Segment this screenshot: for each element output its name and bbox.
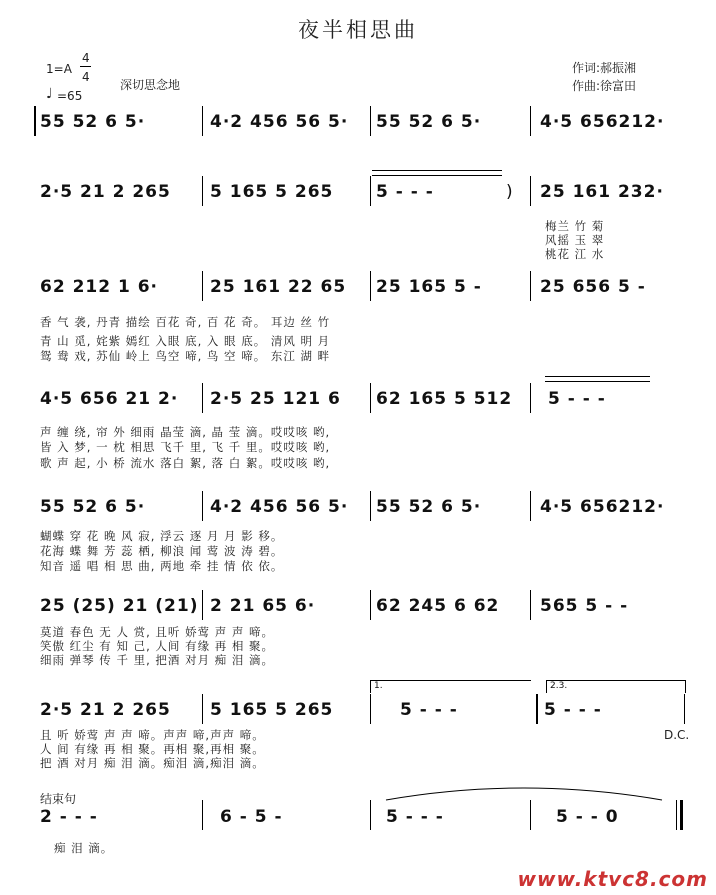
lyric-line: 声 缠 绕, 帘 外 细雨 晶莹 滴, 晶 莹 滴。哎哎咳 哟, [40,425,331,439]
measure-12: 25 656 5 - [540,277,646,297]
barline [530,491,531,521]
barline [684,694,685,724]
measure-4: 4·5 656212· [540,112,665,132]
lyric-line: 青 山 觅, 姹紫 嫣红 入眼 底, 入 眼 底。 清风 明 月 [40,334,331,348]
lyric-line: 风摇 玉 翠 [545,233,605,247]
measure-3: 55 52 6 5· [376,112,482,132]
lyric-line: 歌 声 起, 小 桥 流水 落白 絮, 落 白 絮。哎哎咳 哟, [40,456,331,470]
lyric-line: 鸳 鸯 戏, 苏仙 岭上 鸟空 啼, 鸟 空 啼。 东江 湖 畔 [40,349,331,363]
barline [202,383,203,413]
measure-31: 5 - - - [386,807,444,827]
measure-21: 25 (25) 21 (21) [40,596,199,616]
measure-1: 55 52 6 5· [40,112,146,132]
barline [370,271,371,301]
final-barline-thin [676,800,677,830]
barline [370,106,371,136]
lyricist: 作词:郝振湘 [572,61,637,75]
measure-5: 2·5 21 2 265 [40,182,171,202]
barline [530,800,531,830]
measure-28: 5 - - - [544,700,602,720]
measure-26: 5 165 5 265 [210,700,334,720]
lyric-line: 且 听 娇莺 声 声 啼。声声 啼,声声 啼。 [40,728,265,742]
phrase-bracket: ) [506,182,514,202]
barline [370,590,371,620]
measure-23: 62 245 6 62 [376,596,500,616]
tempo: =65 [57,89,83,103]
key-signature: 1=A [46,62,72,76]
barline [202,491,203,521]
barline [530,383,531,413]
measure-30: 6 - 5 - [220,807,283,827]
expression-mark: 深切思念地 [120,78,181,92]
barline [530,106,531,136]
lyric-line: 皆 入 梦, 一 枕 相思 飞千 里, 飞 千 里。哎哎咳 哟, [40,440,331,454]
lyric-line: 蝴蝶 穿 花 晚 风 寂, 浮云 逐 月 月 影 移。 [40,529,284,543]
barline [202,271,203,301]
measure-11: 25 165 5 - [376,277,482,297]
measure-16: 5 - - - [548,389,606,409]
da-capo: D.C. [664,728,690,742]
barline [370,800,371,830]
barline [370,383,371,413]
lyric-line: 花海 蝶 舞 芳 蕊 栖, 柳浪 闻 莺 波 涛 碧。 [40,544,284,558]
barline [370,694,371,724]
lyric-line: 香 气 袭, 丹青 描绘 百花 奇, 百 花 奇。 耳边 丝 竹 [40,315,331,329]
measure-2: 4·2 456 56 5· [210,112,349,132]
barline [530,590,531,620]
measure-19: 55 52 6 5· [376,497,482,517]
time-sig-bottom: 4 [82,70,90,84]
barline [530,176,531,206]
lyric-line: 桃花 江 水 [545,247,605,261]
barline [370,176,371,206]
song-title: 夜半相思曲 [298,18,418,42]
barline [370,491,371,521]
lyric-line: 把 酒 对月 痴 泪 滴。痴泪 滴,痴泪 滴。 [40,756,265,770]
time-sig-top: 4 [82,51,90,65]
measure-18: 4·2 456 56 5· [210,497,349,517]
barline [202,106,203,136]
time-sig-line [80,66,91,67]
lyric-line: 知音 遥 唱 相 思 曲, 两地 牵 挂 情 依 依。 [40,559,284,573]
tie-curve [384,782,664,802]
watermark: www.ktvc8.com [517,867,708,891]
lyric-line: 痴 泪 滴。 [54,841,114,855]
measure-17: 55 52 6 5· [40,497,146,517]
fermata-line [372,170,502,176]
barline [202,694,203,724]
measure-15: 62 165 5 512 [376,389,513,409]
barline [202,176,203,206]
measure-24: 565 5 - - [540,596,629,616]
final-barline-thick [680,800,683,830]
measure-10: 25 161 22 65 [210,277,347,297]
measure-27: 5 - - - [400,700,458,720]
lyric-line: 笑傲 红尘 有 知 己, 人间 有缘 再 相 聚。 [40,639,275,653]
measure-14: 2·5 25 121 6 [210,389,341,409]
quarter-note-icon: ♩ [46,86,53,102]
volta-2-3: 2.3. [546,680,686,693]
end-repeat-bar [536,694,538,724]
lyric-line: 莫道 春色 无 人 赏, 且听 娇莺 声 声 啼。 [40,625,275,639]
measure-9: 62 212 1 6· [40,277,159,297]
measure-13: 4·5 656 21 2· [40,389,179,409]
volta-1: 1. [370,680,531,693]
measure-29: 2 - - - [40,807,98,827]
barline [202,800,203,830]
start-repeat-bar [34,106,36,136]
barline [202,590,203,620]
measure-22: 2 21 65 6· [210,596,316,616]
coda-label: 结束句 [40,792,77,806]
lyric-line: 细雨 弹琴 传 千 里, 把酒 对月 痴 泪 滴。 [40,653,275,667]
measure-20: 4·5 656212· [540,497,665,517]
composer: 作曲:徐富田 [572,79,637,93]
lyric-line: 人 间 有缘 再 相 聚。再相 聚,再相 聚。 [40,742,265,756]
lyric-line: 梅兰 竹 菊 [545,219,605,233]
measure-7: 5 - - - [376,182,434,202]
barline [530,271,531,301]
measure-32: 5 - - 0 [556,807,619,827]
measure-6: 5 165 5 265 [210,182,334,202]
measure-25: 2·5 21 2 265 [40,700,171,720]
fermata-line [545,376,650,382]
measure-8: 25 161 232· [540,182,664,202]
